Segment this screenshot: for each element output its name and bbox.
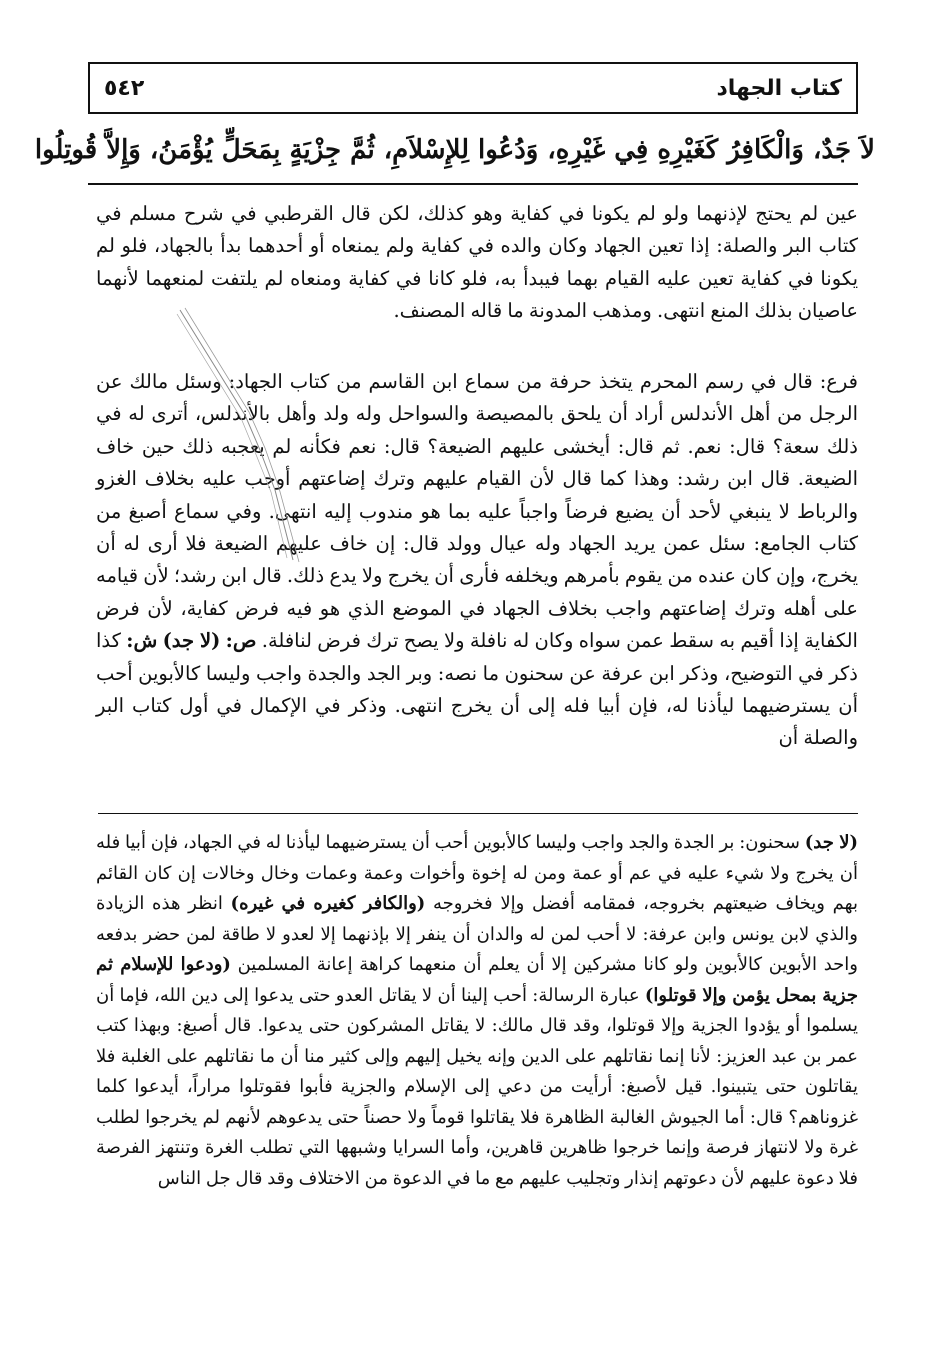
matn-text: لاَ جَدٌ، وَالْكَافِرُ كَغَيْرِهِ فِي غَيْرِهِ، وَدُعُوا لِلإِسْلاَمِ، ثُمَّ جِزْيَةٍ بِمَحَلٍّ يُؤْمَنُ، وَإِلاَّ قُوتِلُوا bbox=[34, 135, 875, 165]
page-header-box bbox=[88, 62, 858, 114]
footnote-divider bbox=[98, 813, 858, 814]
sad-marker: ص: bbox=[225, 629, 257, 653]
hashiya-lemma-3: (ودعوا للإسلام ثم جزية بمحل يؤمن وإلا قوتلوا) bbox=[96, 954, 858, 1006]
sharh-paragraph-1 bbox=[96, 198, 858, 328]
sharh-paragraph-2-part-a: فرع: قال في رسم المحرم يتخذ حرفة من سماع ابن القاسم من كتاب الجهاد: وسئل مالك عن الرجل من أهل الأندلس أراد أن يلحق بالمصيصة والسواحل وله ولد وأهل بالأندلس، أترى له في ذلك سعة؟ قال: نعم. ثم قال: أيخشى عليهم الضيعة؟ قال: نعم فكأنه لم يعجبه ذلك حين خاف الضيعة. قال ابن رشد: وهذا كما قال لأن القيام عليهم وترك إضاعتهم أوجب عليه بخلاف الغزو والرباط لا ينبغي لأحد أن يضيع فرضاً واجباً عليه بما هو مندوب إليه انتهى. وفي سماع أصبغ من كتاب الجامع: سئل عمن يريد الجهاد وله عيال وولد قال: إن خاف عليهم الضيعة فلا أرى له أن يخرج، وإن كان عنده من يقوم بأمرهم ويخلفه فأرى أن يخرج ولا يدع ذلك. قال ابن رشد؛ لأن قيامه على أهله وترك إضاعتهم واجب بخلاف الجهاد في الموضع الذي هو فيه فرض كفاية، لأن فرض الكفاية إذا أقيم به سقط عمن سواه وكان له نافلة ولا يصح ترك فرض لنافلة. bbox=[96, 370, 858, 653]
sharh-paragraph-2-part-b: كذا ذكر في التوضيح، وذكر ابن عرفة عن سحنون ما نصه: وبر الجد والجدة واجب وليسا كالأبوين أحب أن يسترضيهما ليأذنا له، فإن أبيا فله إلى أن يخرج انتهى. وذكر في الإكمال في أول كتاب البر والصلة أن bbox=[96, 629, 858, 750]
hashiya-comment-1: سحنون: بر الجدة والجد واجب وليسا كالأبوين أحب أن يسترضيهما ليأذنا له في الجهاد، فإن أبيا فله أن يخرج ولا شيء عليه في عم أو عمة ومن له إخوة وأخوات وعمة وعمات وخال وخالات إن كان القائم بهم ويخاف ضيعتهم بخروجه، فمقامه أفضل وإلا فخروجه bbox=[96, 832, 858, 914]
hashiya-comment-3: عبارة الرسالة: أحب إلينا أن لا يقاتل العدو حتى يدعوا إلى دين الله، فإما أن يسلموا أو يؤدوا الجزية وإلا قوتلوا، وقد قال مالك: لا يقاتل المشركون حتى يدعوا. قال أصبغ: وبهذا كتب عمر بن عبد العزيز: لأنا إنما نقاتلهم على الدين وإنه يخيل إليهم وإلى كثير منا أن ما نقاتلهم على الغلبة فلا يقاتلون حتى يتبينوا. قيل لأصبغ: أرأيت من دعي إلى الإسلام والجزية فأبوا فقوتلوا مراراً، أيدعوا كلما غزوناهم؟ قال: أما الجيوش الغالبة الظاهرة فلا يقاتلوا قوماً ولا حصناً حتى يدعوهم لأنهم لم يخرجوا لطلب غرة ولا لانتهاز فرصة وإنما خرجوا ظاهرين قاهرين، وأما السرايا وشبهها التي تطلب الغرة وتنتهز الفرصة فلا دعوة عليهم لأن دعوتهم إنذار وتجليب عليهم مع ما في الدعوة من الاختلاف وقد قال جل الناس bbox=[96, 984, 858, 1189]
hashiya-section bbox=[96, 828, 858, 1194]
page-number: ٥٤٢ bbox=[104, 75, 145, 101]
hashiya-lemma-2: (والكافر كغيره في غيره) bbox=[230, 893, 426, 914]
sharh-paragraph-2 bbox=[96, 366, 858, 755]
matn-divider bbox=[88, 183, 858, 185]
sharh-paragraph-2-text bbox=[96, 366, 858, 755]
hashiya-comment-2: انظر هذه الزيادة والذي لابن يونس وابن عرفة: لا أحب لمن له والدان أن ينفر إلا بإذنهما إلا لعدو لا طاقة لمن حضر بدفعه واحد الأبوين كالأبوين ولو كانا مشركين إلا أن يعلم أن منعهما كراهة إعانة المسلمين bbox=[96, 893, 858, 975]
hashiya-text bbox=[96, 828, 858, 1194]
shin-marker: ش: bbox=[126, 629, 158, 653]
quoted-phrase-la-jadd: (لا جد) bbox=[162, 629, 221, 653]
hashiya-lemma-1: (لا جد) bbox=[804, 832, 858, 853]
sharh-paragraph-1-text: عين لم يحتج لإذنهما ولو لم يكونا في كفاية وهو كذلك، لكن قال القرطبي في شرح مسلم في كتاب البر والصلة: إذا تعين الجهاد وكان والده في كفاية ولم يمنعاه أو أحدهما بدأ بالجهاد، فلو لم يكونا في كفاية تعين عليه القيام بهما فيبدأ به، فلو كانا في كفاية ومنعاه لم يلتفت لمنعهما لأنهما عاصيان بذلك المنع انتهى. ومذهب المدونة ما قاله المصنف. bbox=[96, 202, 858, 323]
running-title: كتاب الجهاد bbox=[716, 75, 842, 101]
